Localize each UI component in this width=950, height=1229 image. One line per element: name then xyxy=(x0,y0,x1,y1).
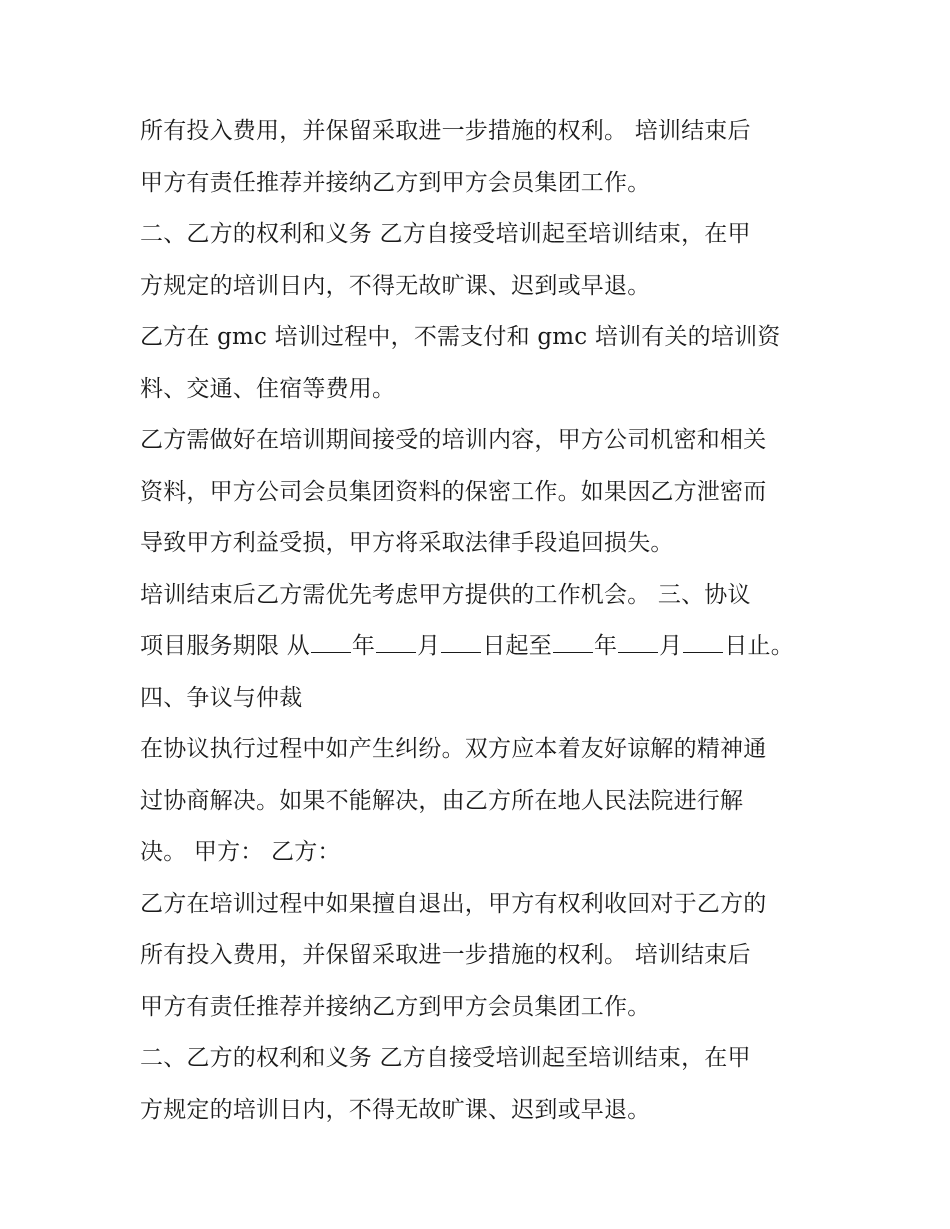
text-line: 料、交通、住宿等费用。 xyxy=(140,375,396,402)
service-term-line xyxy=(140,621,820,673)
blank-day-end xyxy=(683,630,723,653)
text-line: 乙方在 gmc 培训过程中，不需支付和 gmc 培训有关的培训资 xyxy=(140,324,781,350)
text-line: 乙方需做好在培训期间接受的培训内容，甲方公司机密和相关 xyxy=(140,427,767,453)
term-year-end: 年 xyxy=(593,633,618,659)
text-line: 所有投入费用，并保留采取进一步措施的权利。 培训结束后 xyxy=(140,942,751,968)
text-line: 导致甲方利益受损，甲方将采取法律手段追回损失。 xyxy=(140,530,674,556)
section-heading: 四、争议与仲裁 xyxy=(140,684,303,711)
term-day-end: 日止。 xyxy=(724,633,794,659)
term-prefix: 项目服务期限 从 xyxy=(140,633,310,659)
term-year-start: 年 xyxy=(351,633,376,659)
blank-year-start xyxy=(311,630,351,653)
text-line: 二、乙方的权利和义务 乙方自接受培训起至培训结束，在甲 xyxy=(140,221,751,247)
text-line: 方规定的培训日内，不得无故旷课、迟到或早退。 xyxy=(140,1096,651,1123)
text-line: 二、乙方的权利和义务 乙方自接受培训起至培训结束，在甲 xyxy=(140,1045,751,1071)
term-day-start: 日起至 xyxy=(482,633,552,659)
blank-month-end xyxy=(618,630,658,653)
document-body xyxy=(140,106,820,1136)
text-line: 方规定的培训日内，不得无故旷课、迟到或早退。 xyxy=(140,272,651,299)
text-line: 资料，甲方公司会员集团资料的保密工作。如果因乙方泄密而 xyxy=(140,478,767,505)
blank-month-start xyxy=(376,630,416,653)
text-line: 培训结束后乙方需优先考虑甲方提供的工作机会。 三、协议 xyxy=(140,581,751,608)
term-month-end: 月 xyxy=(659,633,683,659)
term-month-start: 月 xyxy=(417,633,441,659)
signature-line: 决。 甲方： 乙方： xyxy=(140,839,341,865)
text-line: 所有投入费用，并保留采取进一步措施的权利。 培训结束后 xyxy=(140,118,751,144)
text-line: 乙方在培训过程中如果擅自退出，甲方有权利收回对于乙方的 xyxy=(140,890,767,917)
blank-year-end xyxy=(553,630,593,653)
blank-day-start xyxy=(441,630,481,653)
text-line: 甲方有责任推荐并接纳乙方到甲方会员集团工作。 xyxy=(140,169,651,196)
text-line: 甲方有责任推荐并接纳乙方到甲方会员集团工作。 xyxy=(140,993,651,1020)
text-line: 过协商解决。如果不能解决，由乙方所在地人民法院进行解 xyxy=(140,787,744,814)
text-line: 在协议执行过程中如产生纠纷。双方应本着友好谅解的精神通 xyxy=(140,736,767,762)
